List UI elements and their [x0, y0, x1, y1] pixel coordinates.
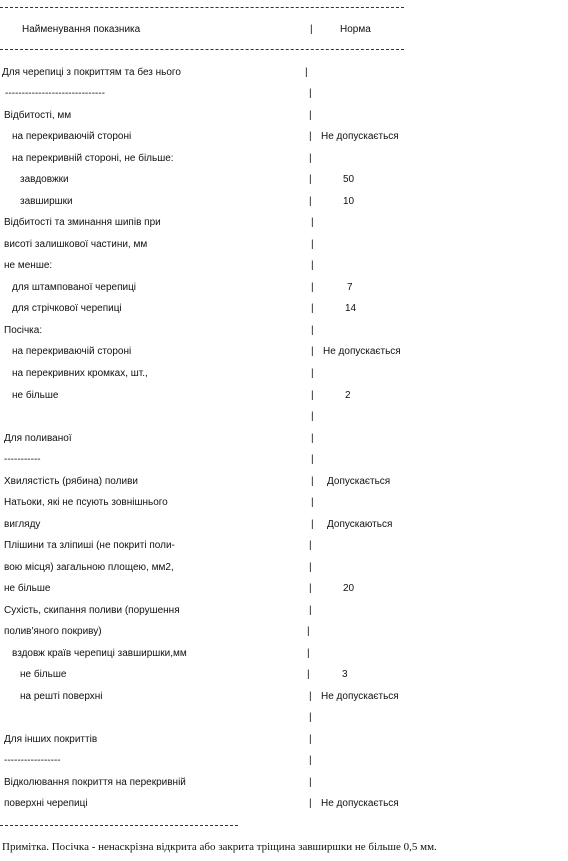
row-label: поверхні черепиці [4, 798, 88, 809]
row-label: на решті поверхні [20, 691, 103, 702]
row-norm: 20 [343, 583, 355, 594]
row-label: на перекриваючій стороні [12, 131, 132, 142]
column-separator: | [311, 260, 314, 271]
top-rule [0, 7, 404, 9]
column-separator: | [311, 282, 314, 293]
row-norm: 10 [343, 196, 355, 207]
row-label: Відколювання покриття на перекривній [4, 777, 186, 788]
row-norm: Не допускається [321, 131, 399, 142]
row-label: Плішини та зліпиші (не покриті поли- [4, 540, 175, 551]
column-separator: | [311, 346, 314, 357]
row-label: завдовжки [20, 174, 69, 185]
column-separator: | [311, 411, 314, 422]
row-norm: Не допускається [323, 346, 401, 357]
row-label: не менше: [4, 260, 53, 271]
row-label: для штампованої черепиці [12, 282, 137, 293]
column-separator: | [309, 798, 312, 809]
row-label: Відбитості, мм [4, 110, 72, 121]
column-separator: | [311, 303, 314, 314]
column-separator: | [309, 734, 312, 745]
column-separator: | [311, 454, 314, 465]
column-separator: | [307, 648, 310, 659]
column-separator: | [309, 174, 312, 185]
row-norm: Не допускається [321, 691, 399, 702]
row-label: завширшки [20, 196, 73, 207]
section-underline: ----------------- [4, 755, 61, 766]
column-separator: | [311, 433, 314, 444]
section-underline: ----------- [4, 454, 41, 465]
row-label: на перекривних кромках, шт., [12, 368, 148, 379]
column-separator: | [309, 583, 312, 594]
section-title: Для черепиці з покриттям та без нього [2, 67, 181, 78]
column-separator: | [309, 605, 312, 616]
column-separator: | [309, 540, 312, 551]
bottom-rule [0, 825, 238, 827]
column-separator: | [311, 519, 314, 530]
column-separator: | [309, 88, 312, 99]
row-label: на перекриваючій стороні [12, 346, 132, 357]
table-footnote: Примітка. Посічка - ненаскрізна відкрита або закрита тріщина завширшки не більше 0,5 мм. [2, 841, 437, 853]
header-norm-column: Норма [340, 24, 371, 35]
column-separator: | [309, 153, 312, 164]
column-separator: | [311, 325, 314, 336]
column-separator: | [311, 368, 314, 379]
column-separator: | [311, 390, 314, 401]
row-label: вигляду [4, 519, 41, 530]
row-label: Натьоки, які не псують зовнішнього [4, 497, 168, 508]
column-separator: | [309, 755, 312, 766]
section-title: Для інших покриттів [4, 734, 98, 745]
column-separator: | [309, 712, 312, 723]
column-separator: | [309, 777, 312, 788]
column-separator: | [309, 131, 312, 142]
row-label: висоті залишкової частини, мм [4, 239, 148, 250]
row-norm: 2 [345, 390, 351, 401]
row-label: Відбитості та зминання шипів при [4, 217, 161, 228]
column-separator: | [309, 196, 312, 207]
column-separator: | [310, 24, 313, 35]
row-norm: 50 [343, 174, 355, 185]
column-separator: | [309, 110, 312, 121]
row-label: вздовж країв черепиці завширшки,мм [12, 648, 187, 659]
column-separator: | [309, 691, 312, 702]
row-norm: 14 [345, 303, 357, 314]
column-separator: | [309, 562, 312, 573]
row-label: полив'яного покриву) [4, 626, 102, 637]
row-label: для стрічкової черепиці [12, 303, 122, 314]
header-rule [0, 49, 404, 51]
header-name-column: Найменування показника [22, 24, 141, 35]
row-label: не більше [4, 583, 51, 594]
section-title: Для поливаної [4, 433, 72, 444]
row-norm: Не допускається [321, 798, 399, 809]
row-norm: Допускаються [327, 519, 393, 530]
column-separator: | [311, 476, 314, 487]
row-label: Сухість, скипання поливи (порушення [4, 605, 180, 616]
column-separator: | [307, 669, 310, 680]
row-label: не більше [12, 390, 59, 401]
column-separator: | [307, 626, 310, 637]
column-separator: | [305, 67, 308, 78]
row-norm: 3 [342, 669, 348, 680]
row-label: Хвилястість (рябина) поливи [4, 476, 138, 487]
row-label: вою місця) загальною площею, мм2, [4, 562, 174, 573]
row-label: Посічка: [4, 325, 43, 336]
section-underline: ------------------------------ [5, 88, 105, 99]
column-separator: | [311, 497, 314, 508]
row-norm: Допускається [327, 476, 391, 487]
column-separator: | [311, 217, 314, 228]
column-separator: | [311, 239, 314, 250]
row-label: на перекривній стороні, не більше: [12, 153, 174, 164]
row-label: не більше [20, 669, 67, 680]
row-norm: 7 [347, 282, 353, 293]
